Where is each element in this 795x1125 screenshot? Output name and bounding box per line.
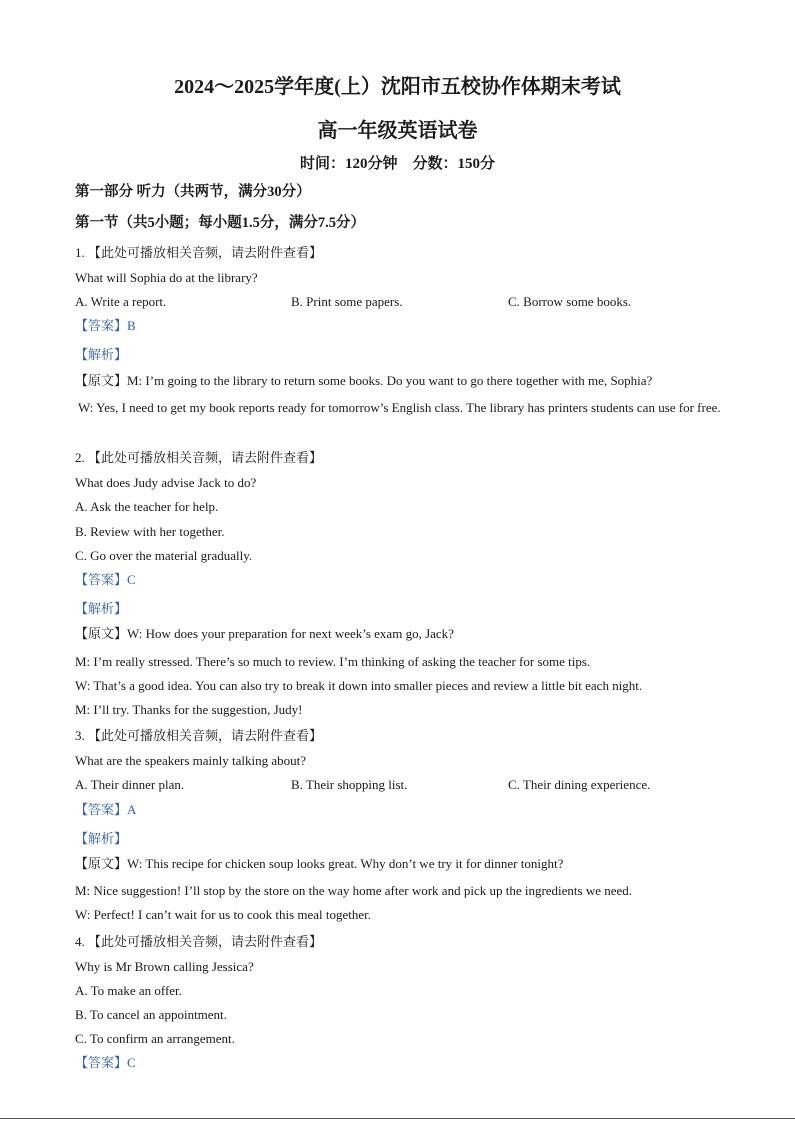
q3-transcript-line1: 【原文】W: This recipe for chicken soup looks great. Why don’t we try it for dinner tonight? [75,856,564,871]
q2-option-a: A. Ask the teacher for help. [75,499,219,514]
q2-stem: 2. 【此处可播放相关音频，请去附件查看】 [75,450,323,465]
q4-answer: 【答案】C [75,1055,136,1070]
q2-transcript-line1: 【原文】W: How does your preparation for next week’s exam go, Jack? [75,626,454,641]
q3-analysis-label: 【解析】 [75,831,128,846]
q3-question: What are the speakers mainly talking about? [75,753,307,768]
q2-analysis-label: 【解析】 [75,601,128,616]
q4-option-c: C. To confirm an arrangement. [75,1031,235,1046]
q2-transcript-line4: M: I’ll try. Thanks for the suggestion, Judy! [75,702,303,717]
q3-transcript-line2: M: Nice suggestion! I’ll stop by the store on the way home after work and pick up the ingredients we need. [75,883,633,898]
q1-transcript-line1: 【原文】M: I’m going to the library to return some books. Do you want to go there together with me, Sophia? [75,373,653,388]
q4-option-a: A. To make an offer. [75,983,182,998]
time-score-line: 时间：120分钟 分数：150分 [299,156,495,172]
q1-option-c: C. Borrow some books. [508,294,632,309]
q1-answer: 【答案】B [75,318,136,333]
q1-transcript-line2: W: Yes, I need to get my book reports ready for tomorrow’s English class. The library has printers students can use for free. [78,400,721,415]
q2-option-c: C. Go over the material gradually. [75,548,253,563]
q2-transcript-line3: W: That’s a good idea. You can also try to break it down into smaller pieces and review a little bit each night. [75,678,643,693]
q3-option-c: C. Their dining experience. [508,777,651,792]
q1-stem: 1. 【此处可播放相关音频，请去附件查看】 [75,245,323,260]
q3-answer: 【答案】A [75,802,137,817]
q1-analysis-label: 【解析】 [75,347,128,362]
part1-heading: 第一部分 听力（共两节，满分30分） [75,184,311,200]
q1-question: What will Sophia do at the library? [75,270,258,285]
page-bottom-rule [0,1118,795,1119]
q4-question: Why is Mr Brown calling Jessica? [75,959,254,974]
q3-transcript-line3: W: Perfect! I can’t wait for us to cook this meal together. [75,907,372,922]
exam-subtitle: 高一年级英语试卷 [317,120,478,142]
q3-option-a: A. Their dinner plan. [75,777,185,792]
q1-option-b: B. Print some papers. [291,294,403,309]
q4-stem: 4. 【此处可播放相关音频，请去附件查看】 [75,934,323,949]
section1-heading: 第一节（共5小题；每小题1.5分，满分7.5分） [75,215,365,231]
q3-option-b: B. Their shopping list. [291,777,408,792]
q3-stem: 3. 【此处可播放相关音频，请去附件查看】 [75,728,323,743]
q2-question: What does Judy advise Jack to do? [75,475,257,490]
q2-answer: 【答案】C [75,572,136,587]
q2-option-b: B. Review with her together. [75,524,225,539]
q1-option-a: A. Write a report. [75,294,167,309]
q4-option-b: B. To cancel an appointment. [75,1007,227,1022]
q2-transcript-line2: M: I’m really stressed. There’s so much to review. I’m thinking of asking the teacher for some tips. [75,654,591,669]
exam-title: 2024～2025学年度(上）沈阳市五校协作体期末考试 [174,76,621,98]
